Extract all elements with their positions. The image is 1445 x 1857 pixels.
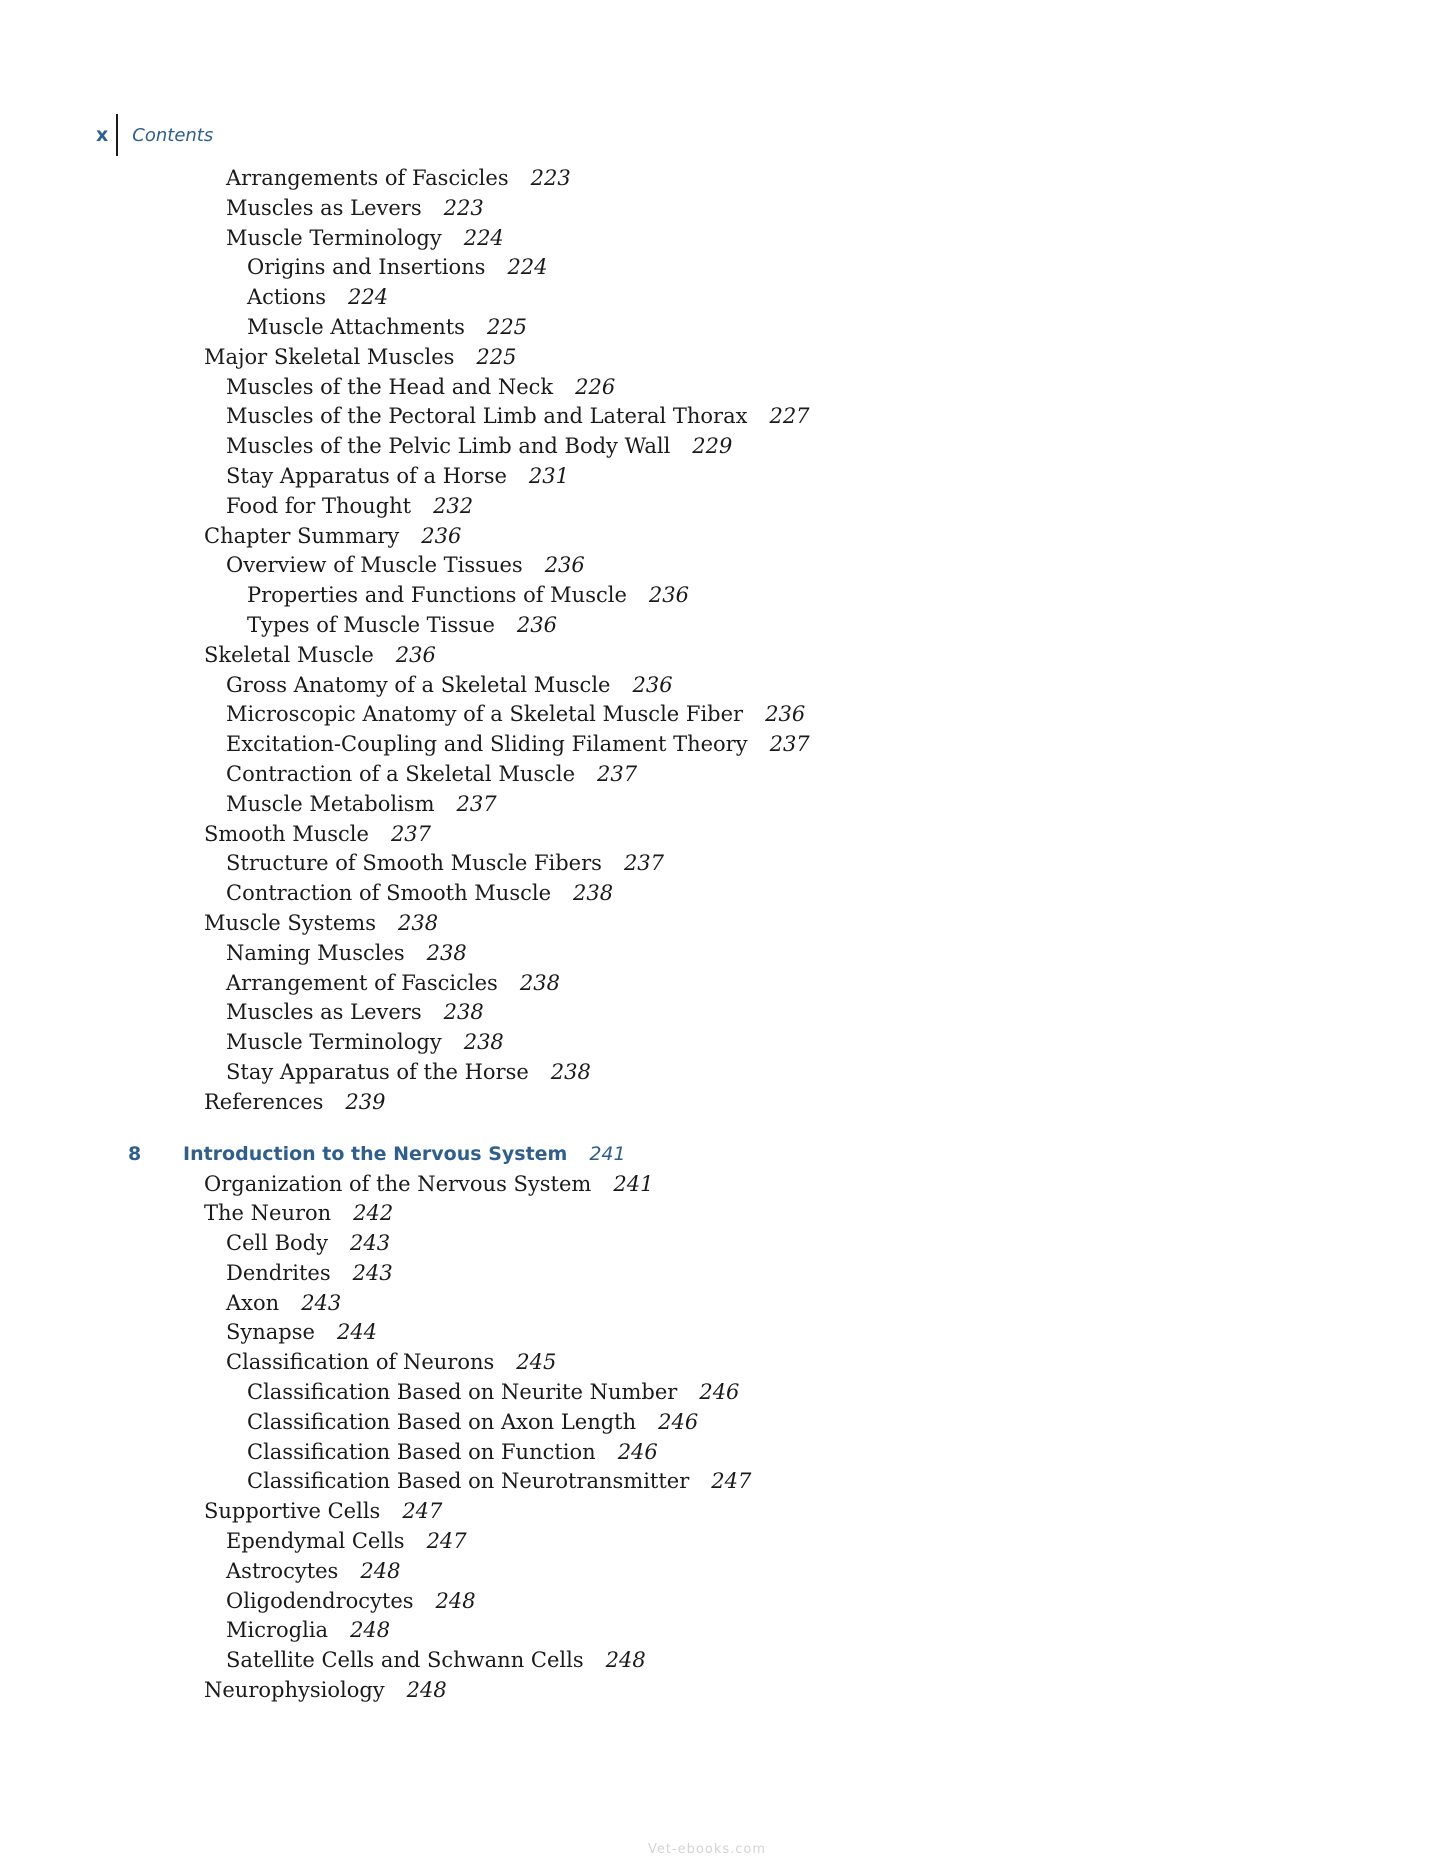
toc-entry-title: Satellite Cells and Schwann Cells <box>226 1648 584 1673</box>
toc-entry-page-number: 246 <box>658 1409 699 1434</box>
toc-entry[interactable] <box>0 909 1445 939</box>
toc-entry-title: Arrangements of Fascicles <box>226 166 509 190</box>
toc-entry[interactable] <box>0 820 1445 850</box>
toc-entry-title: Classification Based on Axon Length <box>247 1409 637 1434</box>
toc-entry-title: Skeletal Muscle <box>204 642 374 667</box>
toc-entry[interactable] <box>0 671 1445 701</box>
toc-entry-page-number: 247 <box>711 1469 752 1494</box>
toc-entry-page-number: 241 <box>613 1171 654 1196</box>
toc-entry-title: Contraction of Smooth Muscle <box>226 881 552 906</box>
toc-entry-page-number: 224 <box>507 255 548 280</box>
toc-entry[interactable] <box>0 1028 1445 1058</box>
toc-entry-title: Muscles as Levers <box>226 1000 422 1025</box>
toc-entry-page-number: 226 <box>575 374 616 399</box>
toc-entry-page-number: 242 <box>353 1201 394 1226</box>
toc-entry[interactable] <box>0 492 1445 522</box>
toc-entry-title: Organization of the Nervous System <box>204 1171 592 1196</box>
toc-entry[interactable] <box>0 1467 1445 1497</box>
watermark: Vet-ebooks.com <box>648 1842 767 1857</box>
toc-entry-title: Muscles of the Head and Neck <box>226 374 554 399</box>
toc-entry[interactable] <box>0 1557 1445 1587</box>
toc-entry-page-number: 238 <box>397 910 439 935</box>
toc-entry-title: Smooth Muscle <box>204 821 369 846</box>
toc-entry-page-number: 236 <box>632 672 673 697</box>
toc-entry[interactable] <box>0 1088 1445 1118</box>
toc-entry-page-number: 248 <box>605 1648 646 1673</box>
toc-entry-title: Classification Based on Neurite Number <box>247 1380 678 1405</box>
toc-entry-page-number: 237 <box>769 732 810 757</box>
toc-entry-title: Types of Muscle Tissue <box>247 612 495 637</box>
toc-entry[interactable] <box>0 1438 1445 1468</box>
running-head <box>96 114 213 156</box>
toc-entry-title: Axon <box>226 1290 280 1315</box>
toc-entry-title: Arrangement of Fascicles <box>226 970 498 995</box>
toc-entry-page-number: 236 <box>648 583 689 608</box>
toc-entry-page-number: 229 <box>692 434 733 459</box>
toc-entry[interactable] <box>0 879 1445 909</box>
toc-entry[interactable] <box>0 343 1445 373</box>
toc-entry-page-number: 245 <box>516 1350 557 1375</box>
chapter-page-number: 241 <box>589 1142 626 1165</box>
toc-entry-page-number: 243 <box>352 1260 393 1285</box>
toc-entry[interactable] <box>0 1408 1445 1438</box>
toc-entry[interactable] <box>0 373 1445 403</box>
toc-entry-title: Oligodendrocytes <box>226 1588 414 1613</box>
toc-entry-title: Overview of Muscle Tissues <box>226 553 523 578</box>
toc-entry-title: Structure of Smooth Muscle Fibers <box>226 851 602 876</box>
toc-entry-page-number: 237 <box>597 761 638 786</box>
toc-entry-page-number: 247 <box>402 1499 443 1524</box>
toc-entry[interactable] <box>0 760 1445 790</box>
toc-entry-page-number: 223 <box>443 195 484 220</box>
toc-entry-title: Stay Apparatus of a Horse <box>226 463 507 488</box>
toc-entry-page-number: 248 <box>360 1558 401 1583</box>
toc-entry[interactable] <box>0 253 1445 283</box>
toc-entry-page-number: 248 <box>435 1588 476 1613</box>
toc-entry-title: Muscle Terminology <box>226 225 442 250</box>
toc-entry[interactable] <box>0 581 1445 611</box>
toc-entry-title: Classification Based on Function <box>247 1439 596 1464</box>
chapter-title-wrap <box>183 1138 626 1170</box>
toc-entry-title: Muscle Systems <box>204 910 376 935</box>
toc-entry-page-number: 248 <box>350 1618 391 1643</box>
toc-entry-page-number: 247 <box>426 1529 467 1554</box>
toc-entry[interactable] <box>0 998 1445 1028</box>
toc-entry-page-number: 232 <box>433 493 474 518</box>
table-of-contents <box>0 164 1445 1706</box>
toc-entry-title: Synapse <box>226 1320 315 1345</box>
toc-entry-title: Gross Anatomy of a Skeletal Muscle <box>226 672 611 697</box>
toc-entry[interactable] <box>0 700 1445 730</box>
toc-entry-title: The Neuron <box>204 1201 332 1226</box>
toc-entry-title: Muscles as Levers <box>226 195 422 220</box>
toc-entry-title: Major Skeletal Muscles <box>204 344 455 369</box>
toc-entry-page-number: 238 <box>573 881 614 906</box>
chapter-title: Introduction to the Nervous System <box>183 1142 568 1165</box>
toc-entry[interactable] <box>0 402 1445 432</box>
toc-entry-title: Food for Thought <box>226 493 412 518</box>
chapter-spacer <box>0 1118 1445 1138</box>
toc-entry-page-number: 246 <box>617 1439 658 1464</box>
toc-entry-page-number: 223 <box>530 166 571 190</box>
toc-entry-title: Actions <box>247 285 327 310</box>
toc-entry[interactable] <box>0 522 1445 552</box>
toc-entry[interactable] <box>0 194 1445 224</box>
toc-entry-page-number: 238 <box>550 1059 591 1084</box>
toc-entry-page-number: 224 <box>463 225 504 250</box>
toc-entry-title: Classification of Neurons <box>226 1350 495 1375</box>
toc-entry-page-number: 238 <box>519 970 560 995</box>
toc-entry-title: Neurophysiology <box>204 1678 385 1703</box>
toc-entry[interactable] <box>0 224 1445 254</box>
toc-entry[interactable] <box>0 1616 1445 1646</box>
toc-entry[interactable] <box>0 164 1445 194</box>
running-section-title: Contents <box>132 124 214 146</box>
toc-entry[interactable] <box>0 313 1445 343</box>
toc-entry-title: Microscopic Anatomy of a Skeletal Muscle Fiber <box>226 702 744 727</box>
toc-section-chapter-8 <box>0 1170 1445 1706</box>
toc-entry-page-number: 237 <box>456 791 497 816</box>
toc-entry-title: Supportive Cells <box>204 1499 381 1524</box>
toc-entry-page-number: 244 <box>336 1320 378 1345</box>
toc-entry[interactable] <box>0 1289 1445 1319</box>
toc-entry-title: Cell Body <box>226 1231 328 1256</box>
toc-entry[interactable] <box>0 611 1445 641</box>
toc-entry[interactable] <box>0 1348 1445 1378</box>
toc-section-chapter-7-continued <box>0 164 1445 1118</box>
toc-entry-title: Stay Apparatus of the Horse <box>226 1059 529 1084</box>
toc-entry-page-number: 237 <box>390 821 432 846</box>
toc-entry-title: Origins and Insertions <box>247 255 486 280</box>
toc-entry[interactable] <box>0 641 1445 671</box>
toc-entry-page-number: 243 <box>301 1290 342 1315</box>
toc-entry-title: Ependymal Cells <box>226 1529 405 1554</box>
toc-entry-page-number: 231 <box>528 463 570 488</box>
toc-entry[interactable] <box>0 1646 1445 1676</box>
toc-entry-title: Contraction of a Skeletal Muscle <box>226 761 576 786</box>
toc-entry-page-number: 236 <box>421 523 462 548</box>
toc-entry[interactable] <box>0 1229 1445 1259</box>
toc-entry-page-number: 225 <box>486 314 528 339</box>
toc-entry-page-number: 239 <box>345 1089 386 1114</box>
toc-entry-page-number: 246 <box>699 1380 740 1405</box>
toc-entry-title: Muscle Metabolism <box>226 791 435 816</box>
toc-entry[interactable] <box>0 1259 1445 1289</box>
toc-entry-page-number: 236 <box>544 553 585 578</box>
toc-entry-page-number: 237 <box>623 851 665 876</box>
toc-entry-title: Properties and Functions of Muscle <box>247 583 627 608</box>
toc-entry-page-number: 238 <box>443 1000 484 1025</box>
toc-entry[interactable] <box>0 1676 1445 1706</box>
toc-entry[interactable] <box>0 849 1445 879</box>
toc-entry-title: Classification Based on Neurotransmitter <box>247 1469 690 1494</box>
toc-entry[interactable] <box>0 1170 1445 1200</box>
toc-entry-title: Chapter Summary <box>204 523 400 548</box>
toc-entry-title: Microglia <box>226 1618 329 1643</box>
toc-entry-page-number: 243 <box>350 1231 391 1256</box>
toc-entry-page-number: 227 <box>769 404 810 429</box>
toc-entry[interactable] <box>0 462 1445 492</box>
toc-entry[interactable] <box>0 551 1445 581</box>
toc-entry-title: Muscle Attachments <box>247 314 465 339</box>
toc-entry[interactable] <box>0 1318 1445 1348</box>
toc-entry[interactable] <box>0 1378 1445 1408</box>
toc-entry-page-number: 225 <box>476 344 517 369</box>
chapter-number: 8 <box>128 1142 142 1165</box>
toc-entry-page-number: 236 <box>765 702 806 727</box>
toc-entry-title: Astrocytes <box>226 1558 339 1583</box>
toc-entry-page-number: 238 <box>426 940 467 965</box>
toc-entry-page-number: 248 <box>406 1678 447 1703</box>
toc-entry[interactable] <box>0 1199 1445 1229</box>
toc-entry[interactable] <box>0 283 1445 313</box>
toc-entry-title: Dendrites <box>226 1260 331 1285</box>
toc-entry[interactable] <box>0 969 1445 999</box>
toc-entry[interactable] <box>0 432 1445 462</box>
toc-entry-title: Excitation-Coupling and Sliding Filament Theory <box>226 732 748 757</box>
toc-entry-page-number: 236 <box>395 642 436 667</box>
toc-entry[interactable] <box>0 1527 1445 1557</box>
toc-entry[interactable] <box>0 790 1445 820</box>
toc-entry-page-number: 236 <box>516 612 557 637</box>
toc-entry[interactable] <box>0 1058 1445 1088</box>
toc-entry-title: References <box>204 1089 324 1114</box>
toc-entry[interactable] <box>0 1497 1445 1527</box>
toc-entry-title: Naming Muscles <box>226 940 405 965</box>
toc-entry-page-number: 238 <box>463 1030 504 1055</box>
toc-entry[interactable] <box>0 939 1445 969</box>
toc-entry-title: Muscles of the Pectoral Limb and Lateral Thorax <box>226 404 748 429</box>
toc-entry[interactable] <box>0 730 1445 760</box>
toc-entry-title: Muscles of the Pelvic Limb and Body Wall <box>226 434 671 459</box>
toc-entry[interactable] <box>0 1587 1445 1617</box>
page-folio: x <box>96 124 109 146</box>
toc-entry-page-number: 224 <box>348 285 389 310</box>
toc-chapter-heading[interactable] <box>0 1138 1445 1170</box>
toc-entry-title: Muscle Terminology <box>226 1030 442 1055</box>
